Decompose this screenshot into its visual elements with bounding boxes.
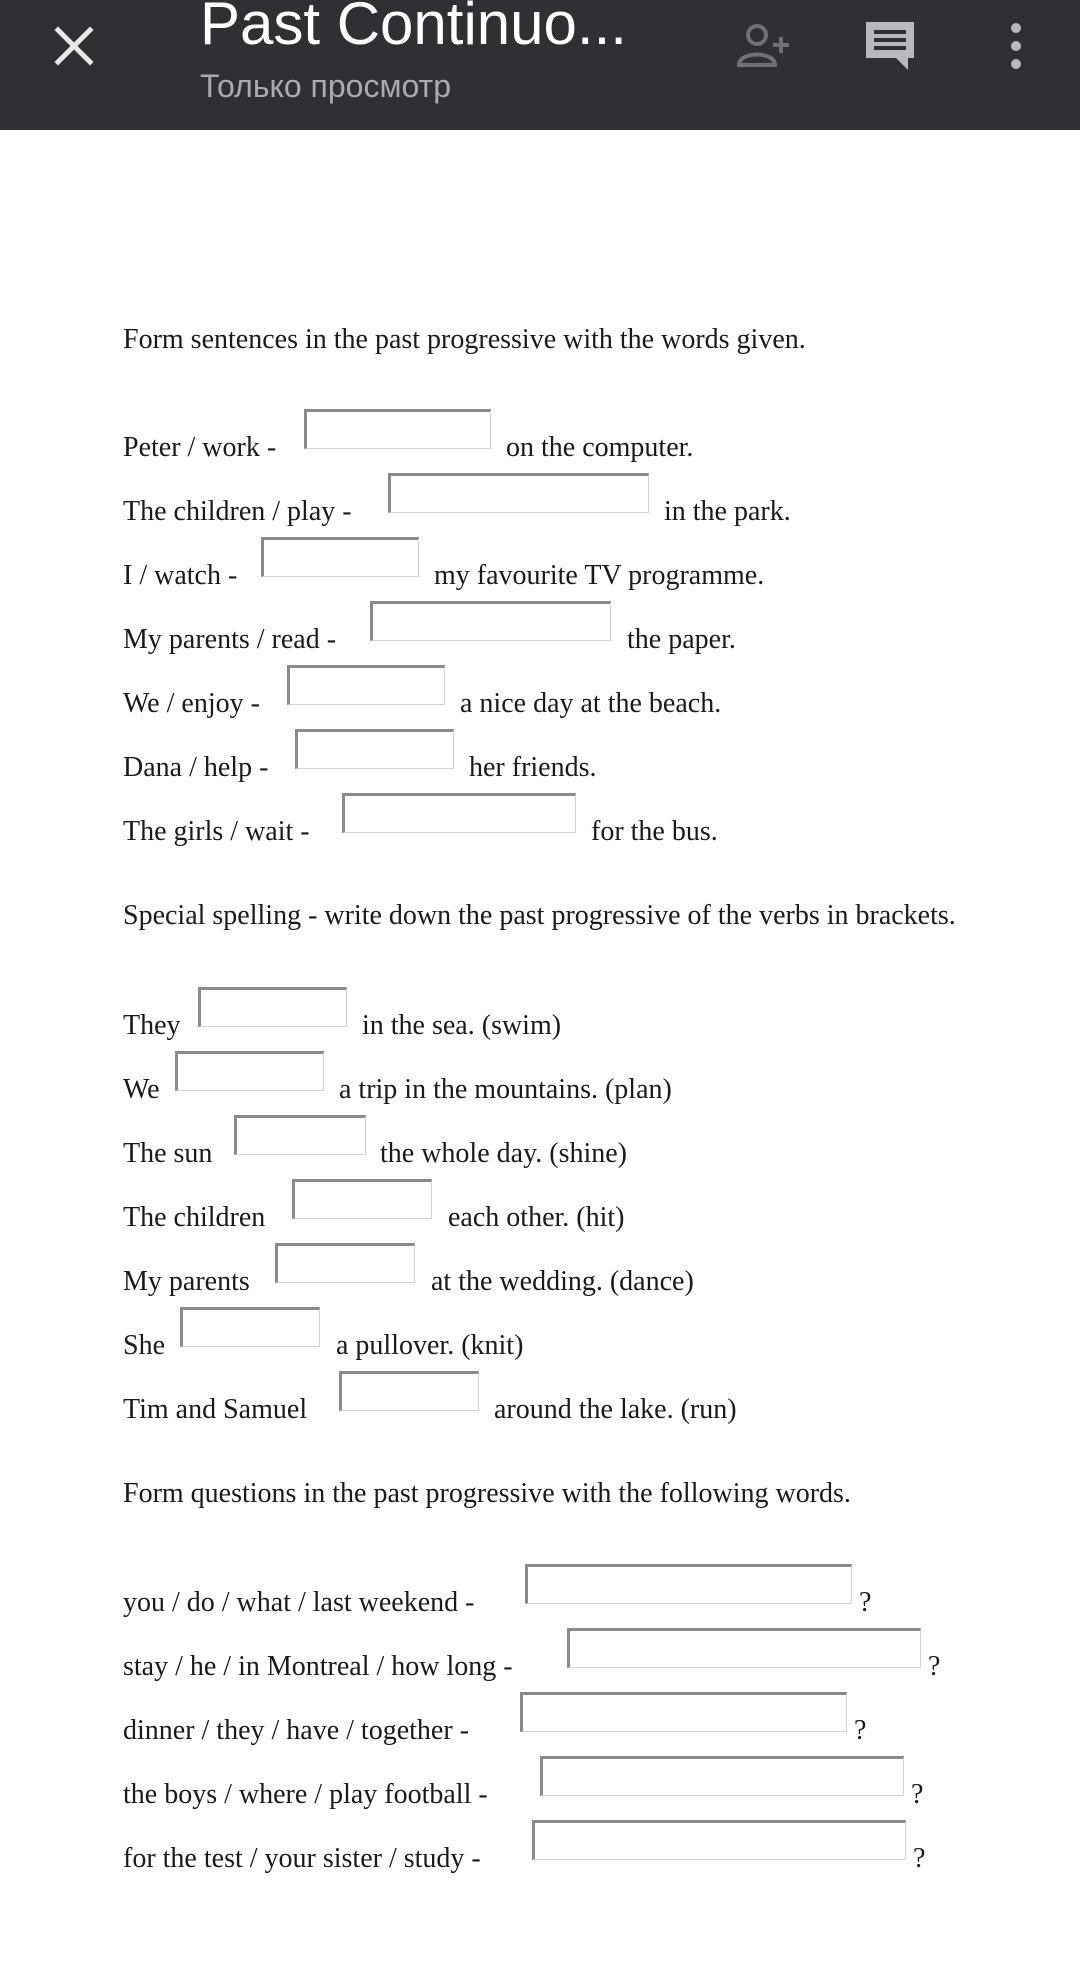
prompt-text: Dana / help -	[123, 752, 269, 783]
prompt-text: They	[123, 1010, 181, 1041]
answer-input[interactable]	[261, 537, 419, 577]
answer-input[interactable]	[388, 473, 649, 513]
prompt-text: My parents	[123, 1266, 250, 1297]
answer-input[interactable]	[292, 1179, 432, 1219]
answer-input[interactable]	[198, 987, 347, 1027]
answer-input[interactable]	[175, 1051, 324, 1091]
continuation-text: a trip in the mountains. (plan)	[339, 1074, 672, 1105]
answer-input[interactable]	[540, 1756, 904, 1796]
continuation-text: the paper.	[627, 624, 736, 655]
continuation-text: on the computer.	[506, 432, 694, 463]
prompt-text: for the test / your sister / study -	[123, 1843, 481, 1874]
top-app-bar	[0, 0, 1080, 130]
answer-input[interactable]	[520, 1692, 847, 1732]
prompt-text: Tim and Samuel	[123, 1394, 308, 1425]
continuation-text: around the lake. (run)	[494, 1394, 737, 1425]
comments-button[interactable]	[860, 16, 920, 76]
continuation-text: ?	[913, 1843, 926, 1874]
continuation-text: the whole day. (shine)	[380, 1138, 627, 1169]
continuation-text: my favourite TV programme.	[434, 560, 765, 591]
answer-input[interactable]	[532, 1820, 906, 1860]
answer-input[interactable]	[295, 729, 454, 769]
section-heading: Form questions in the past progressive with the following words.	[123, 1478, 851, 1509]
prompt-text: We / enjoy -	[123, 688, 260, 719]
continuation-text: in the park.	[664, 496, 791, 527]
prompt-text: We	[123, 1074, 160, 1105]
answer-input[interactable]	[304, 409, 491, 449]
answer-input[interactable]	[287, 665, 445, 705]
continuation-text: ?	[911, 1779, 924, 1810]
continuation-text: in the sea. (swim)	[362, 1010, 562, 1041]
continuation-text: for the bus.	[591, 816, 718, 847]
answer-input[interactable]	[342, 793, 576, 833]
prompt-text: I / watch -	[123, 560, 238, 591]
continuation-text: a pullover. (knit)	[336, 1330, 524, 1361]
answer-input[interactable]	[339, 1371, 479, 1411]
answer-input[interactable]	[234, 1115, 366, 1155]
prompt-text: She	[123, 1330, 165, 1361]
continuation-text: her friends.	[469, 752, 597, 783]
answer-input[interactable]	[180, 1307, 320, 1347]
prompt-text: The children	[123, 1202, 266, 1233]
prompt-text: you / do / what / last weekend -	[123, 1587, 475, 1618]
prompt-text: stay / he / in Montreal / how long -	[123, 1651, 513, 1682]
continuation-text: at the wedding. (dance)	[431, 1266, 694, 1297]
prompt-text: My parents / read -	[123, 624, 337, 655]
continuation-text: ?	[859, 1587, 872, 1618]
more-vertical-icon	[1006, 21, 1026, 71]
continuation-text: each other. (hit)	[448, 1202, 625, 1233]
section-heading: Form sentences in the past progressive with the words given.	[123, 324, 806, 355]
add-person-icon	[735, 21, 795, 71]
document-title: Past Continuo...	[200, 0, 627, 57]
continuation-text: ?	[854, 1715, 867, 1746]
answer-input[interactable]	[525, 1564, 852, 1604]
more-options-button[interactable]	[986, 16, 1046, 76]
answer-input[interactable]	[275, 1243, 415, 1283]
close-button[interactable]	[44, 16, 104, 76]
continuation-text: a nice day at the beach.	[460, 688, 722, 719]
prompt-text: dinner / they / have / together -	[123, 1715, 469, 1746]
continuation-text: ?	[928, 1651, 941, 1682]
prompt-text: The girls / wait -	[123, 816, 310, 847]
view-only-label: Только просмотр	[200, 68, 451, 104]
answer-input[interactable]	[567, 1628, 921, 1668]
prompt-text: The children / play -	[123, 496, 352, 527]
section-heading: Special spelling - write down the past progressive of the verbs in brackets.	[123, 900, 956, 931]
prompt-text: the boys / where / play football -	[123, 1779, 488, 1810]
prompt-text: The sun	[123, 1138, 213, 1169]
prompt-text: Peter / work -	[123, 432, 277, 463]
answer-input[interactable]	[370, 601, 611, 641]
comment-icon	[862, 18, 918, 74]
add-person-button[interactable]	[735, 16, 795, 76]
close-icon	[54, 26, 94, 66]
